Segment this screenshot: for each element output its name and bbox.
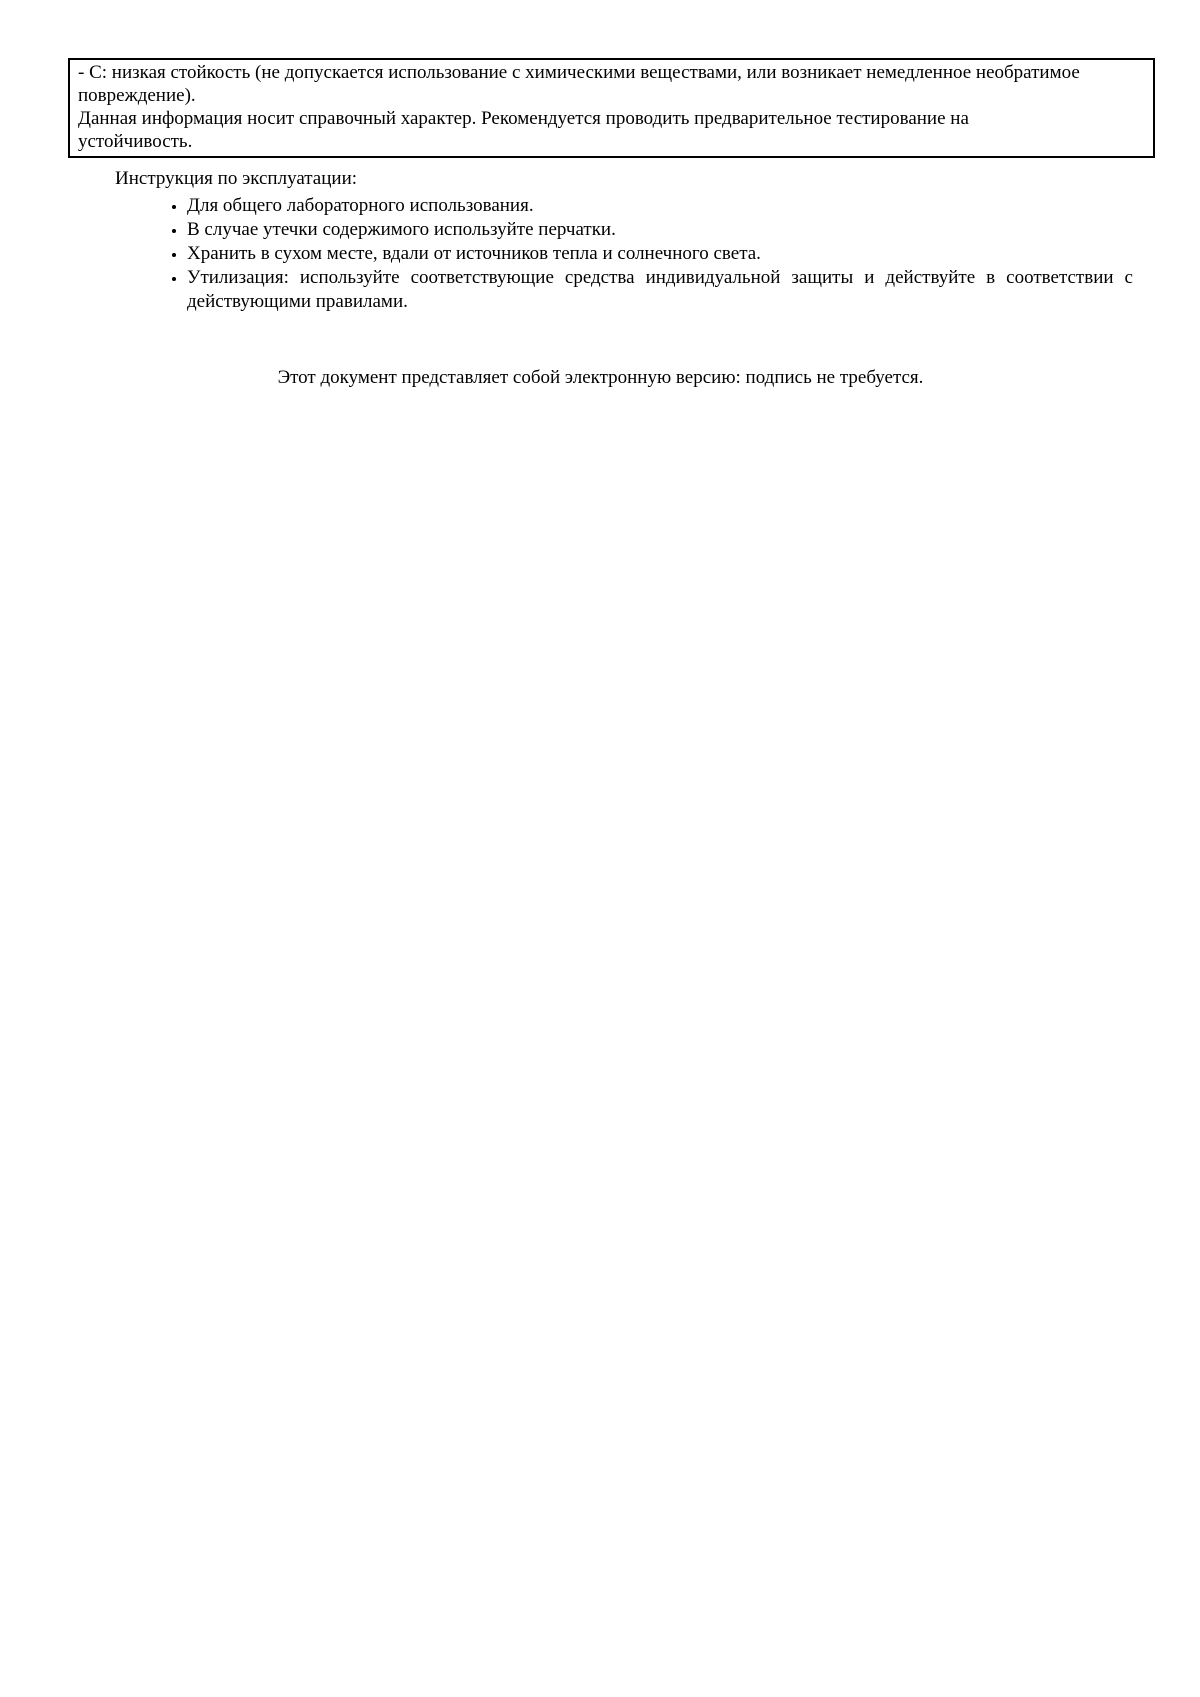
list-item-gloves: • В случае утечки содержимого используйте перчатки. [187,218,1133,242]
list-item-storage: • Хранить в сухом месте, вдали от источников тепла и солнечного света. [187,242,1133,266]
notice-paragraph-reference: Данная информация носит справочный характер. Рекомендуется проводить предварительное тестирование на устойчивость. [78,108,969,152]
notice-paragraph-resistance: - С: низкая стойкость (не допускается использование с химическими веществами, или возникает немедленное необратимое повреждение). [78,62,1080,106]
electronic-version-note: Этот документ представляет собой электронную версию: подпись не требуется. [277,367,924,388]
list-item-disposal: • Утилизация: используйте соответствующие средства индивидуальной защиты и действуйте в соответствии с действующими правилами. [187,266,1133,314]
instructions-heading: Инструкция по эксплуатации: [115,168,358,189]
notice-box [68,58,1155,158]
instructions-list [0,194,1200,314]
list-item-general-use: • Для общего лабораторного использования. [187,194,1133,218]
